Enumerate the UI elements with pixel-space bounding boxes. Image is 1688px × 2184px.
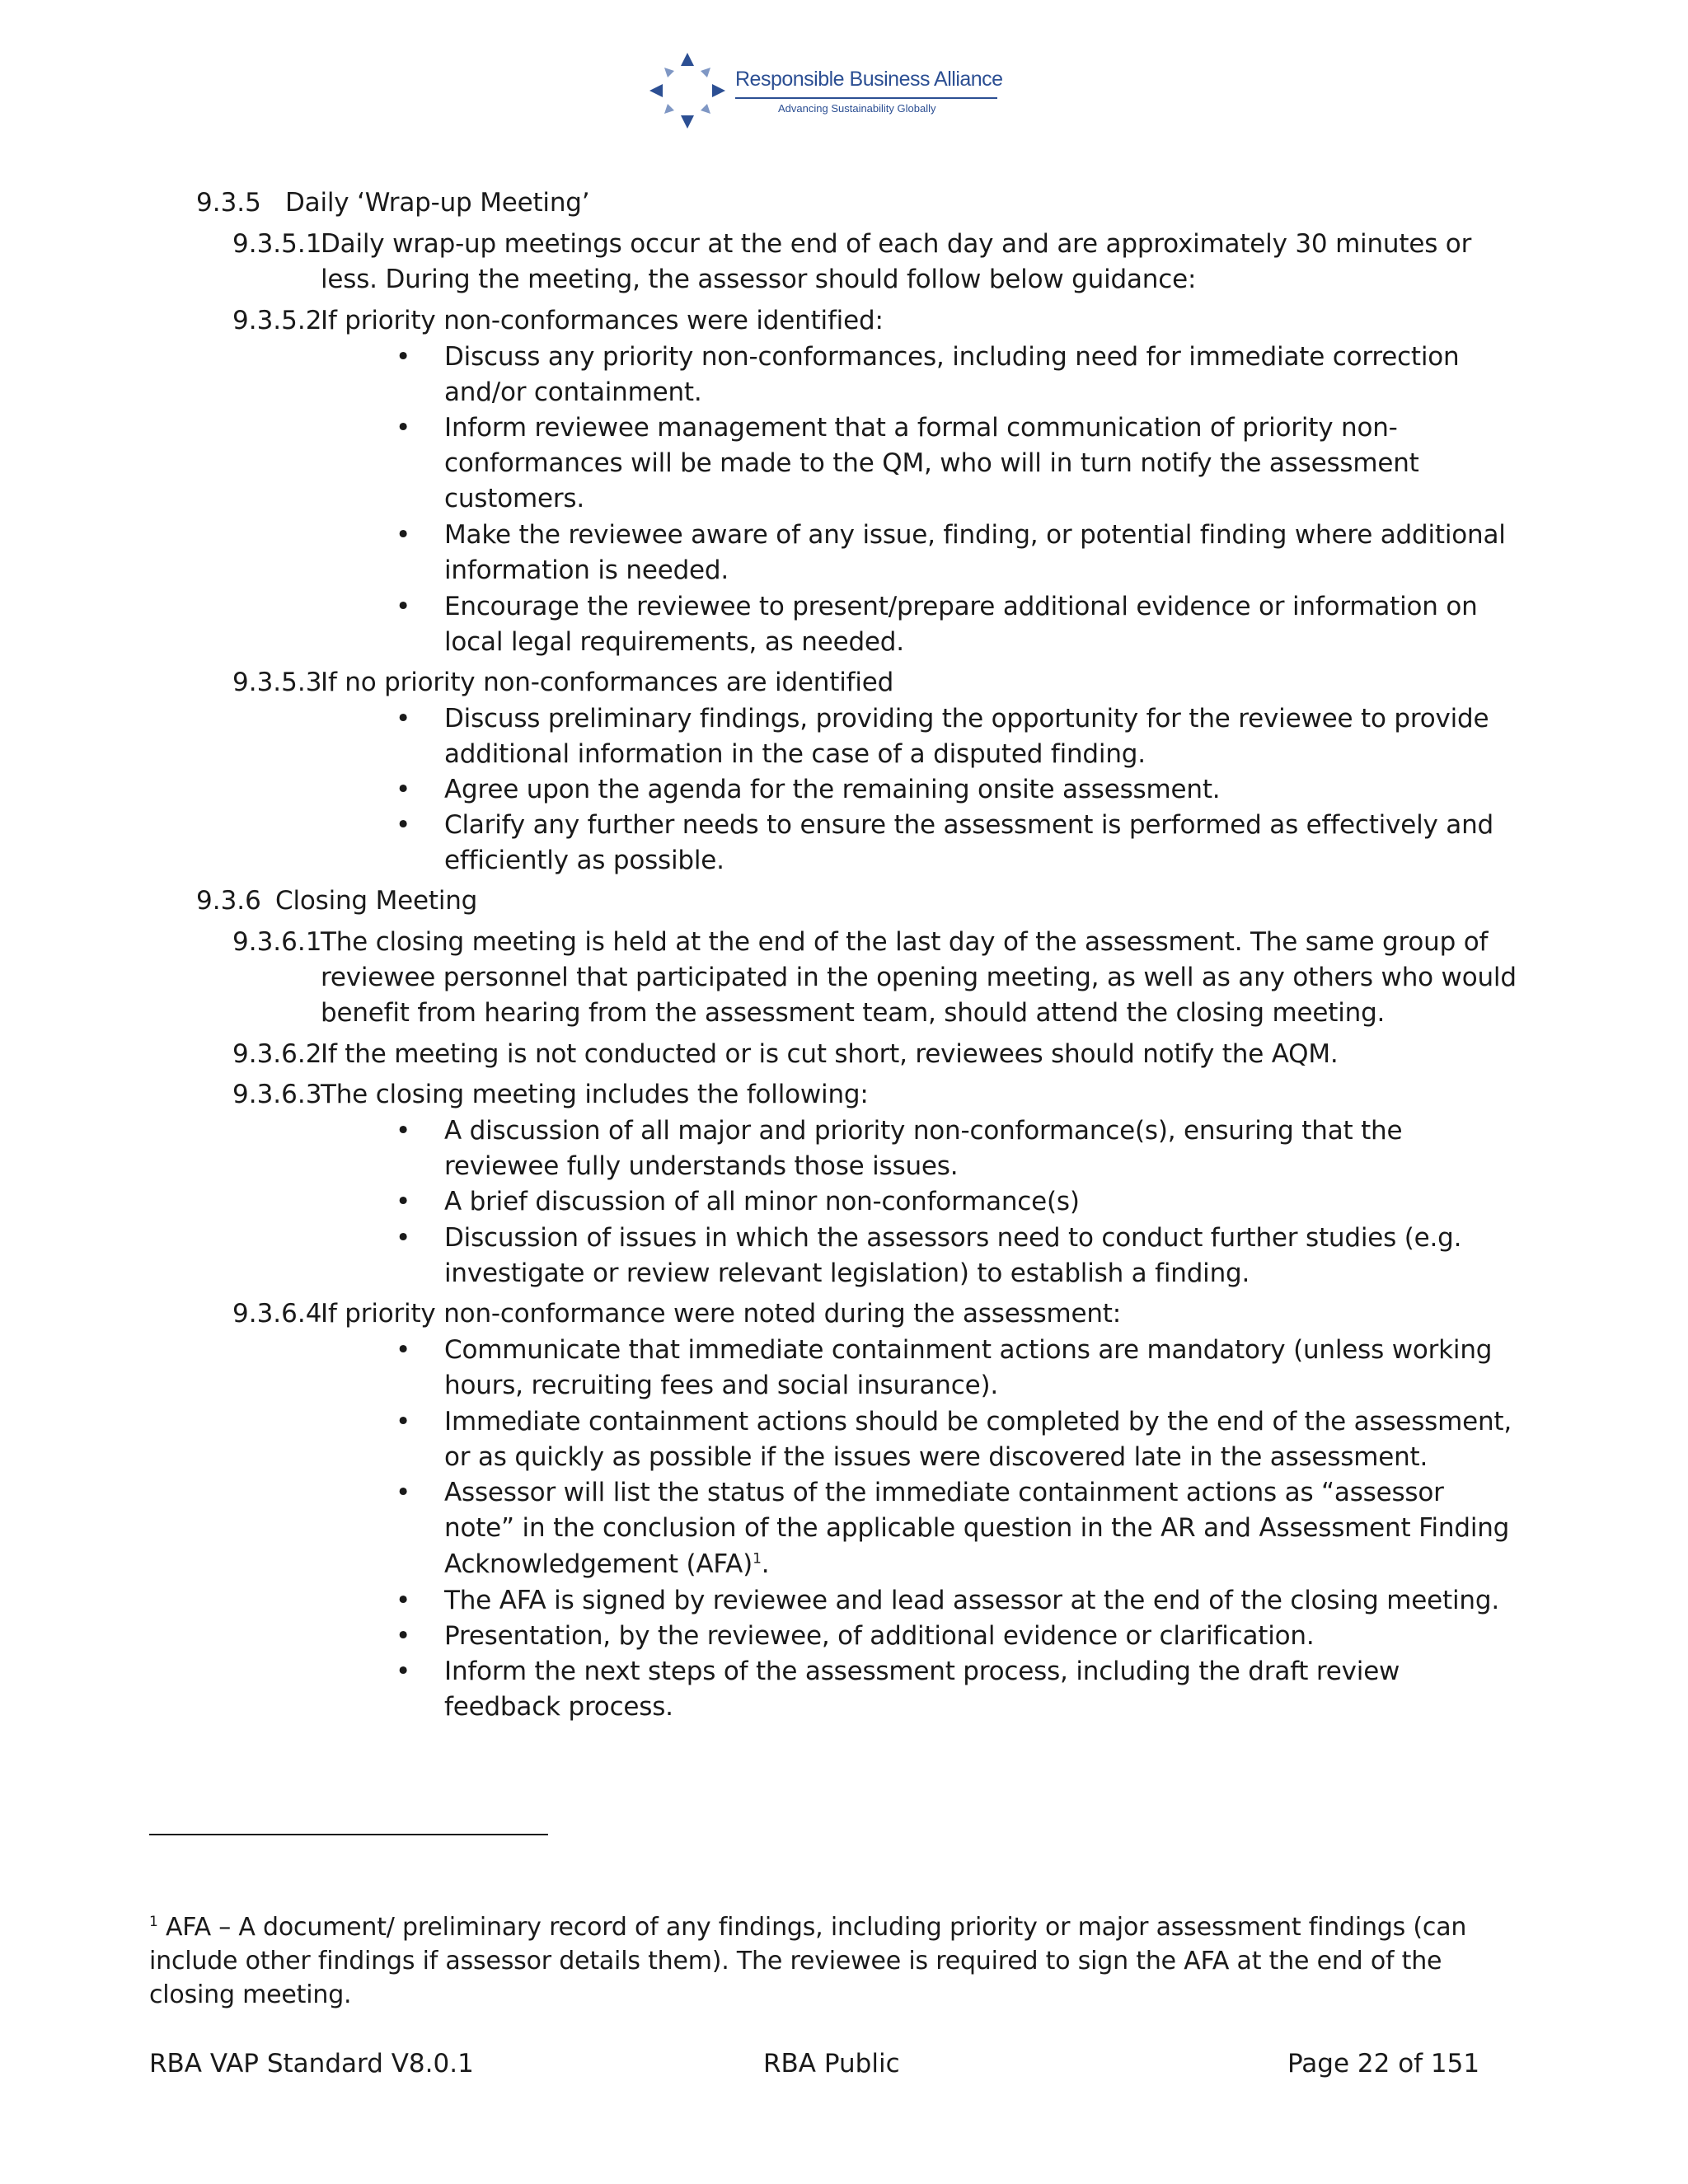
bullet-text: Discussion of issues in which the assessors need to conduct further studies (e.g. (444, 1223, 1462, 1253)
footnote-marker: 1 (149, 1914, 158, 1930)
paragraph-text: If no priority non-conformances are identified (321, 668, 894, 697)
bullet-text: Discuss any priority non-conformances, including need for immediate correction (444, 342, 1460, 372)
bullet-icon: • (396, 413, 411, 443)
paragraph-number: 9.3.5.2 (232, 306, 322, 335)
paragraph-number: 9.3.6.4 (232, 1299, 322, 1329)
paragraph-number: 9.3.5.1 (232, 229, 322, 259)
bullet-icon: • (396, 1478, 411, 1507)
paragraph-text: If the meeting is not conducted or is cut short, reviewees should notify the AQM. (321, 1039, 1339, 1069)
bullet-text: additional information in the case of a disputed finding. (444, 739, 1146, 769)
section-number: 9.3.5 (196, 188, 261, 218)
bullet-text: feedback process. (444, 1692, 673, 1722)
bullet-icon: • (396, 775, 411, 804)
footer-classification: RBA Public (763, 2049, 900, 2079)
footnote-line: include other findings if assessor details them). The reviewee is required to sign the AFA at the end of the (149, 1947, 1442, 1975)
bullet-icon: • (396, 520, 411, 550)
bullet-icon: • (396, 1335, 411, 1365)
bullet-text: Assessor will list the status of the immediate containment actions as “assessor (444, 1478, 1444, 1507)
bullet-text (444, 1546, 769, 1582)
bullet-text: Make the reviewee aware of any issue, finding, or potential finding where additional (444, 520, 1506, 550)
bullet-text: and/or containment. (444, 377, 702, 407)
paragraph-text: less. During the meeting, the assessor should follow below guidance: (321, 265, 1197, 294)
logo-divider (735, 97, 997, 99)
paragraph-text: benefit from hearing from the assessment team, should attend the closing meeting. (321, 998, 1386, 1028)
bullet-text: Inform the next steps of the assessment process, including the draft review (444, 1657, 1400, 1686)
bullet-icon: • (396, 1621, 411, 1651)
bullet-icon: • (396, 342, 411, 372)
bullet-icon: • (396, 1586, 411, 1615)
section-title: Closing Meeting (275, 886, 478, 916)
org-tagline: Advancing Sustainability Globally (778, 102, 936, 115)
bullet-text: Presentation, by the reviewee, of additional evidence or clarification. (444, 1621, 1315, 1651)
bullet-text: Immediate containment actions should be completed by the end of the assessment, (444, 1407, 1512, 1436)
paragraph-text: The closing meeting includes the following: (321, 1080, 869, 1109)
rba-logo (646, 49, 1009, 132)
footnote-separator (149, 1834, 548, 1835)
section-title: Daily ‘Wrap-up Meeting’ (285, 188, 590, 218)
bullet-text: information is needed. (444, 555, 729, 585)
bullet-text-part: . (761, 1549, 770, 1579)
paragraph-text: If priority non-conformance were noted during the assessment: (321, 1299, 1121, 1329)
bullet-text: Discuss preliminary findings, providing the opportunity for the reviewee to provide (444, 704, 1489, 733)
bullet-icon: • (396, 1187, 411, 1216)
paragraph-number: 9.3.5.3 (232, 668, 322, 697)
compass-arrows-icon (646, 49, 729, 132)
bullet-icon: • (396, 592, 411, 621)
paragraph-text: The closing meeting is held at the end of the last day of the assessment. The same group of (321, 927, 1489, 957)
bullet-text: Clarify any further needs to ensure the assessment is performed as effectively and (444, 810, 1494, 840)
paragraph-text: reviewee personnel that participated in the opening meeting, as well as any others who would (321, 963, 1517, 992)
bullet-icon: • (396, 810, 411, 840)
paragraph-number: 9.3.6.2 (232, 1039, 322, 1069)
bullet-text: reviewee fully understands those issues. (444, 1151, 959, 1181)
bullet-icon: • (396, 1657, 411, 1686)
footer-page-number: Page 22 of 151 (1287, 2049, 1480, 2079)
footnote-reference[interactable]: 1 (753, 1550, 762, 1568)
paragraph-number: 9.3.6.1 (232, 927, 322, 957)
paragraph-number: 9.3.6.3 (232, 1080, 322, 1109)
bullet-icon: • (396, 704, 411, 733)
bullet-text: hours, recruiting fees and social insurance). (444, 1371, 998, 1400)
bullet-text: note” in the conclusion of the applicable question in the AR and Assessment Finding (444, 1513, 1510, 1543)
bullet-text: The AFA is signed by reviewee and lead assessor at the end of the closing meeting. (444, 1586, 1499, 1615)
footer-document-title: RBA VAP Standard V8.0.1 (149, 2049, 474, 2079)
bullet-text: Agree upon the agenda for the remaining onsite assessment. (444, 775, 1221, 804)
org-name: Responsible Business Alliance (735, 68, 1003, 91)
footnote-line: AFA – A document/ preliminary record of any findings, including priority or major assessment findings (can (157, 1913, 1467, 1942)
bullet-text: A discussion of all major and priority non-conformance(s), ensuring that the (444, 1116, 1403, 1146)
footnote-line: closing meeting. (149, 1980, 352, 2009)
bullet-text: customers. (444, 484, 584, 513)
bullet-text: Inform reviewee management that a formal communication of priority non- (444, 413, 1398, 443)
bullet-text: efficiently as possible. (444, 846, 724, 875)
bullet-icon: • (396, 1223, 411, 1253)
bullet-text: Communicate that immediate containment actions are mandatory (unless working (444, 1335, 1493, 1365)
bullet-text: conformances will be made to the QM, who will in turn notify the assessment (444, 448, 1419, 478)
footnote-text (149, 1910, 1466, 1944)
section-number: 9.3.6 (196, 886, 261, 916)
bullet-text: or as quickly as possible if the issues were discovered late in the assessment. (444, 1442, 1428, 1472)
bullet-text: local legal requirements, as needed. (444, 627, 904, 657)
paragraph-text: If priority non-conformances were identified: (321, 306, 884, 335)
bullet-text: A brief discussion of all minor non-conformance(s) (444, 1187, 1080, 1216)
bullet-icon: • (396, 1116, 411, 1146)
paragraph-text: Daily wrap-up meetings occur at the end of each day and are approximately 30 minutes or (321, 229, 1472, 259)
bullet-text: Encourage the reviewee to present/prepare additional evidence or information on (444, 592, 1478, 621)
bullet-text: investigate or review relevant legislation) to establish a finding. (444, 1258, 1250, 1288)
bullet-text-part: Acknowledgement (AFA) (444, 1549, 753, 1579)
bullet-icon: • (396, 1407, 411, 1436)
